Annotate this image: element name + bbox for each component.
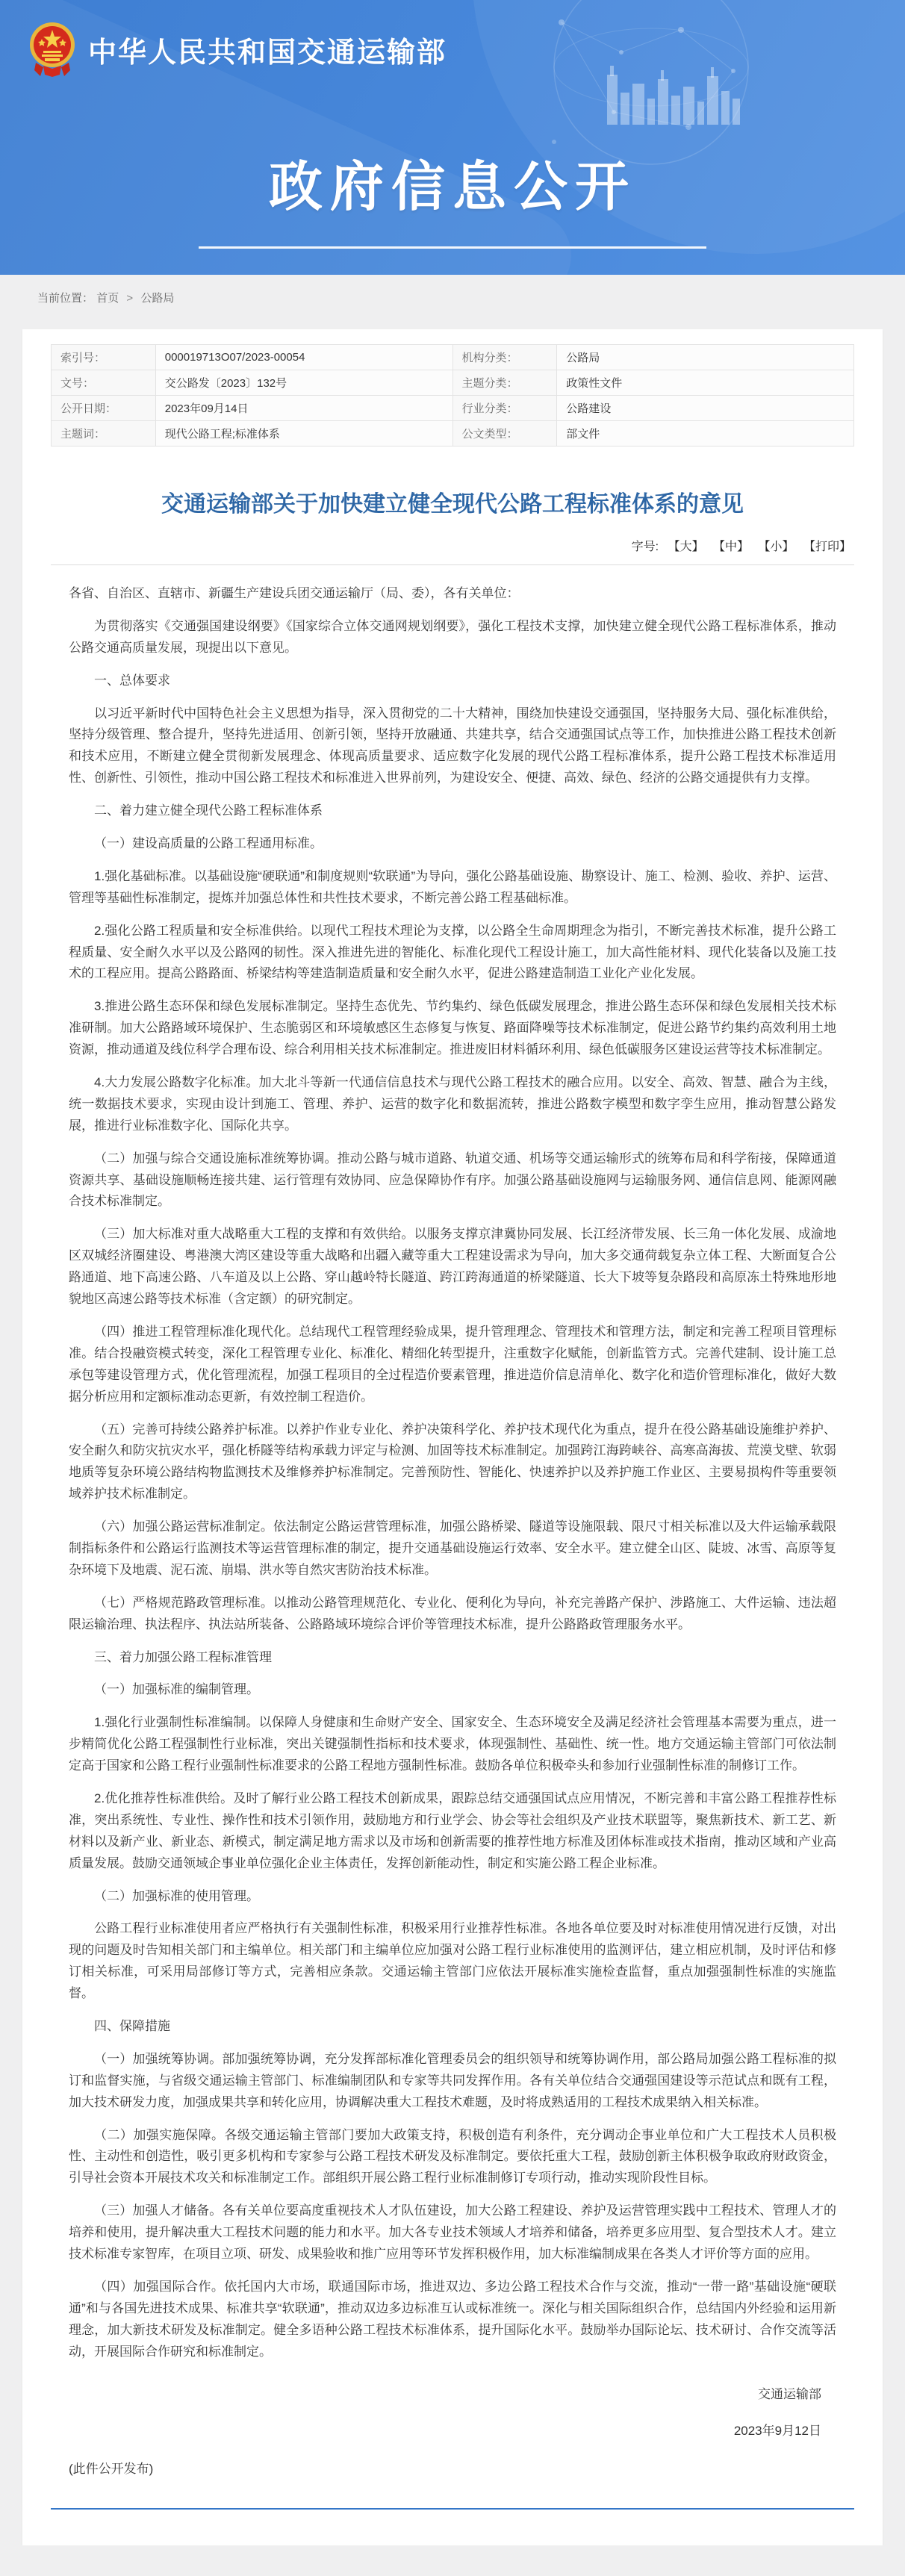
title-separator-line: [51, 564, 854, 565]
banner: [0, 0, 905, 275]
article-paragraph: 三、着力加强公路工程标准管理: [94, 1649, 272, 1664]
article-paragraph: （二）加强标准的使用管理。: [94, 1888, 259, 1903]
metadata-value: 000019713O07/2023-00054: [155, 345, 452, 370]
ministry-name: 中华人民共和国交通运输部: [88, 37, 447, 69]
signature-date: 2023年9月12日: [733, 2424, 821, 2439]
banner-page-title: 政府信息公开: [268, 158, 636, 217]
font-size-large-button[interactable]: 【大】: [668, 541, 704, 553]
font-size-small-button[interactable]: 【小】: [758, 541, 794, 553]
metadata-label: 主题分类：: [452, 370, 557, 396]
article-paragraph: 各省、自治区、直辖市、新疆生产建设兵团交通运输厅（局、委），各有关单位：: [69, 586, 520, 600]
metadata-label: 行业分类：: [452, 396, 557, 421]
article-paragraph: 2.强化公路工程质量和安全标准供给。以现代工程技术理论为支撑，以公路全生命周期理念为指引，不断完善技术标准，提升公路工程质量、安全耐久水平以及公路网的韧性。深入推进先进的智能化、标准化现代工程设计施工，加大高性能材料、现代化装备以及施工技术的工程应用。提高公路路面、桥梁结构等建造制造质量和安全耐久水平，促进公路建造制造工业化产业化发展。: [69, 923, 836, 981]
metadata-table: [51, 344, 854, 447]
metadata-row: [52, 396, 854, 421]
page-footer: [0, 2545, 905, 2576]
metadata-row: [52, 345, 854, 370]
national-emblem-icon: [28, 21, 76, 78]
article-paragraph: （六）加强公路运营标准制定。依法制定公路运营管理标准，加强公路桥梁、隧道等设施限载、限尺寸相关标准以及大件运输承载限制指标条件和公路运行监测技术等运营管理标准的制定，提升交通基础设施运行效率、安全水平。建立健全山区、陡坡、冰雪、高原等复杂环境下及地震、泥石流、崩塌、洪水等自然灾害防治技术标准。: [69, 1519, 836, 1577]
article-paragraph: （四）推进工程管理标准化现代化。总结现代工程管理经验成果，提升管理理念、管理技术和管理方法，制定和完善工程项目管理标准。结合投融资模式转变，深化工程管理专业化、标准化、精细化转型提升，注重数字化赋能，创新监管方式。完善代建制、设计施工总承包等建设管理方式，优化管理流程，加强工程项目的全过程造价要素管理，推进造价信息清单化、数字化和造价管理标准化，做好大数据分析应用和定额标准动态更新，有效控制工程造价。: [69, 1324, 836, 1404]
article-paragraph: （三）加强人才储备。各有关单位要高度重视技术人才队伍建设，加大公路工程建设、养护及运营管理实践中工程技术、管理人才的培养和使用，提升解决重大工程技术问题的能力和水平。加大各专业技术领域人才培养和储备，培养更多应用型、复合型技术人才。建立技术标准专家智库，在项目立项、研发、成果验收和推广应用等环节发挥积极作用，加大标准编制成果在各类人才评价等方面的应用。: [69, 2203, 836, 2261]
article-paragraph: 二、着力建立健全现代公路工程标准体系: [94, 803, 323, 818]
article-body: [51, 583, 854, 2362]
metadata-value: 交公路发〔2023〕132号: [155, 370, 452, 396]
metadata-label: 索引号：: [52, 345, 156, 370]
metadata-label: 公文类型：: [452, 421, 557, 447]
metadata-value: 公路建设: [557, 396, 854, 421]
metadata-value: 部文件: [557, 421, 854, 447]
breadcrumb-separator: >: [126, 292, 134, 305]
breadcrumb-home-link[interactable]: 首页: [96, 292, 119, 305]
font-size-toolbar: [51, 537, 854, 554]
article-paragraph: 以习近平新时代中国特色社会主义思想为指导，深入贯彻党的二十大精神，围绕加快建设交通强国，坚持服务大局、强化标准供给，坚持分级管理、整合提升，坚持先进适用、创新引领，坚持开放融通、共建共享，结合交通强国试点等工作，加快推进公路工程技术创新和技术应用，不断建立健全贯彻新发展理念、体现高质量要求、适应数字化发展的现代公路工程标准体系，提升公路工程技术标准适用性、创新性、引领性，推动中国公路工程技术和标准进入世界前列，为建设安全、便捷、高效、绿色、经济的公路交通提供有力支撑。: [69, 706, 836, 785]
document-title: 交通运输部关于加快建立健全现代公路工程标准体系的意见: [161, 492, 744, 517]
metadata-value: 现代公路工程;标准体系: [155, 421, 452, 447]
public-release-note: (此件公开发布): [69, 2462, 154, 2477]
banner-top-row: [0, 0, 905, 78]
metadata-label: 文号：: [52, 370, 156, 396]
metadata-value: 2023年09月14日: [155, 396, 452, 421]
article-paragraph: （二）加强与综合交通设施标准统筹协调。推动公路与城市道路、轨道交通、机场等交通运输形式的统筹布局和科学衔接，保障通道资源共享、基础设施顺畅连接共建、运行管理有效协同、应急保障协作有序。加强公路基础设施网与运输服务网、通信信息网、能源网融合技术标准制定。: [69, 1151, 836, 1209]
font-size-medium-button[interactable]: 【中】: [713, 541, 750, 553]
font-size-label: 字号:: [631, 541, 659, 553]
article-paragraph: （一）加强统筹协调。部加强统筹协调，充分发挥部标准化管理委员会的组织领导和统筹协调作用，部公路局加强公路工程标准的拟订和监督实施，与省级交通运输主管部门、标准编制团队和专家等共同发挥作用。各有关单位结合交通强国建设等示范试点和既有工程，加大技术研发力度，加强成果共享和转化应用，协调解决重大工程技术难题，及时将成熟适用的工程技术成果纳入相关标准。: [69, 2051, 836, 2109]
document-card: [22, 329, 883, 2545]
article-paragraph: 为贯彻落实《交通强国建设纲要》《国家综合立体交通网规划纲要》，强化工程技术支撑，加快建立健全现代公路工程标准体系，推动公路交通高质量发展，现提出以下意见。: [69, 618, 836, 655]
article-paragraph: 公路工程行业标准使用者应严格执行有关强制性标准，积极采用行业推荐性标准。各地各单位要及时对标准使用情况进行反馈，对出现的问题及时告知相关部门和主编单位。相关部门和主编单位应加强对公路工程行业标准使用的监测评估，建立相应机制，及时评估和修订相关标准，可采用局部修订等方式，完善相应条款。交通运输主管部门应依法开展标准实施检查监督，重点加强强制性标准的实施监督。: [69, 1921, 836, 2001]
metadata-row: [52, 370, 854, 396]
metadata-value: 公路局: [557, 345, 854, 370]
article-paragraph: 2.优化推荐性标准供给。及时了解行业公路工程技术创新成果，跟踪总结交通强国试点应用情况，不断完善和丰富公路工程推荐性标准，突出系统性、专业性、操作性和技术引领作用，鼓励地方和行业学会、协会等社会组织及产业技术联盟等，聚焦新技术、新工艺、新材料以及新产业、新业态、新模式，制定满足地方需求以及市场和创新需要的推荐性地方标准及团体标准或技术指南，推动区域和产业高质量发展。鼓励交通领域企事业单位强化企业主体责任，发挥创新能动性，制定和实施公路工程企业标准。: [69, 1791, 836, 1870]
article-paragraph: 一、总体要求: [94, 673, 170, 688]
content-background: [0, 275, 905, 2545]
breadcrumb-label: 当前位置：: [37, 292, 94, 305]
breadcrumb-current-link[interactable]: 公路局: [140, 292, 175, 305]
article-paragraph: （五）完善可持续公路养护标准。以养护作业专业化、养护决策科学化、养护技术现代化为重点，提升在役公路基础设施维护养护、安全耐久和防灾抗灾水平，强化桥隧等结构承载力评定与检测、加固等技术标准制定。加强跨江海跨峡谷、高寒高海拔、荒漠戈壁、软弱地质等复杂环境公路结构物监测技术及维修养护标准制定。完善预防性、智能化、快速养护以及养护施工作业区、主要易损构件等重要领域养护技术标准制定。: [69, 1422, 836, 1502]
article-paragraph: （二）加强实施保障。各级交通运输主管部门要加大政策支持，积极创造有利条件，充分调动企事业单位和广大工程技术人员积极性、主动性和创造性，吸引更多机构和专家参与公路工程技术研发及标准制定。要依托重大工程，鼓励创新主体积极争取政府财政资金，引导社会资本开展技术攻关和标准制定工作。部组织开展公路工程行业标准制修订专项行动，推动实现阶段性目标。: [69, 2127, 836, 2185]
print-button[interactable]: 【打印】: [803, 541, 851, 553]
article-paragraph: （三）加大标准对重大战略重大工程的支撑和有效供给。以服务支撑京津冀协同发展、长江经济带发展、长三角一体化发展、成渝地区双城经济圈建设、粤港澳大湾区建设等重大战略和出疆入藏等重大工程建设需求为导向，加大多交通荷载复杂立体工程、大断面复合公路通道、地下高速公路、八车道及以上公路、穿山越岭特长隧道、跨江跨海通道的桥梁隧道、长大下坡等复杂路段和高原冻土特殊地形地貌地区高速公路等技术标准（含定额）的研究制定。: [69, 1227, 836, 1307]
card-bottom-accent-line: [51, 2508, 854, 2510]
signature-block: [51, 2383, 854, 2439]
article-paragraph: 3.推进公路生态环保和绿色发展标准制定。坚持生态优先、节约集约、绿色低碳发展理念，推进公路生态环保和绿色发展相关技术标准研制。加大公路路域环境保护、生态脆弱区和环境敏感区生态修复与恢复、路面降噪等技术标准制定，促进公路节约集约高效利用土地资源，推动通道及线位科学合理布设、综合利用相关技术标准制定。推进废旧材料循环利用、绿色低碳服务区建设运营等技术标准制定。: [69, 999, 836, 1057]
banner-title-underline: [199, 246, 706, 249]
article-paragraph: 1.强化行业强制性标准编制。以保障人身健康和生命财产安全、国家安全、生态环境安全及满足经济社会管理基本需要为重点，进一步精简优化公路工程强制性行业标准，突出关键强制性指标和技术要求，体现强制性、基础性、统一性。地方交通运输主管部门可依法制定高于国家和公路工程行业强制性标准要求的公路工程地方强制性标准。鼓励各单位积极牵头和参加行业强制性标准的制修订工作。: [69, 1715, 836, 1773]
metadata-table-body: [52, 345, 854, 447]
metadata-label: 公开日期：: [52, 396, 156, 421]
article-paragraph: （四）加强国际合作。依托国内大市场，联通国际市场，推进双边、多边公路工程技术合作与交流，推动“一带一路”基础设施“硬联通”和与各国先进技术成果、标准共享“软联通”，推动双边多边标准互认或标准统一。深化与相关国际组织合作，总结国内外经验和运用新理念，加大新技术研发及标准制定。健全多语种公路工程技术标准体系，提升国际化水平。鼓励举办国际论坛、技术研讨、合作交流等活动，开展国际合作研究和标准制定。: [69, 2279, 836, 2359]
article-paragraph: （一）建设高质量的公路工程通用标准。: [94, 836, 323, 851]
breadcrumb: [0, 275, 905, 305]
article-paragraph: 四、保障措施: [94, 2018, 170, 2033]
article-paragraph: 1.强化基础标准。以基础设施“硬联通”和制度规则“软联通”为导向，强化公路基础设施、勘察设计、施工、检测、验收、养护、运营、管理等基础性标准制定，提炼并加强总体性和共性技术要求，不断完善公路工程基础标准。: [69, 868, 836, 905]
article-paragraph: （七）严格规范路政管理标准。以推动公路管理规范化、专业化、便利化为导向，补充完善路产保护、涉路施工、大件运输、违法超限运输治理、执法程序、执法站所装备、公路路域环境综合评价等管理技术标准，提升公路路政管理服务水平。: [69, 1595, 836, 1631]
article-paragraph: （一）加强标准的编制管理。: [94, 1682, 259, 1697]
metadata-value: 政策性文件: [557, 370, 854, 396]
article-paragraph: 4.大力发展公路数字化标准。加大北斗等新一代通信信息技术与现代公路工程技术的融合应用。以安全、高效、智慧、融合为主线，统一数据技术要求，实现由设计到施工、管理、养护、运营的数字化和数据流转，推进公路数字模型和数字孪生应用，推动智慧公路发展，推进行业标准数字化、国际化共享。: [69, 1075, 836, 1133]
metadata-row: [52, 421, 854, 447]
metadata-label: 主题词：: [52, 421, 156, 447]
metadata-label: 机构分类：: [452, 345, 557, 370]
signature-organization: 交通运输部: [758, 2387, 821, 2402]
